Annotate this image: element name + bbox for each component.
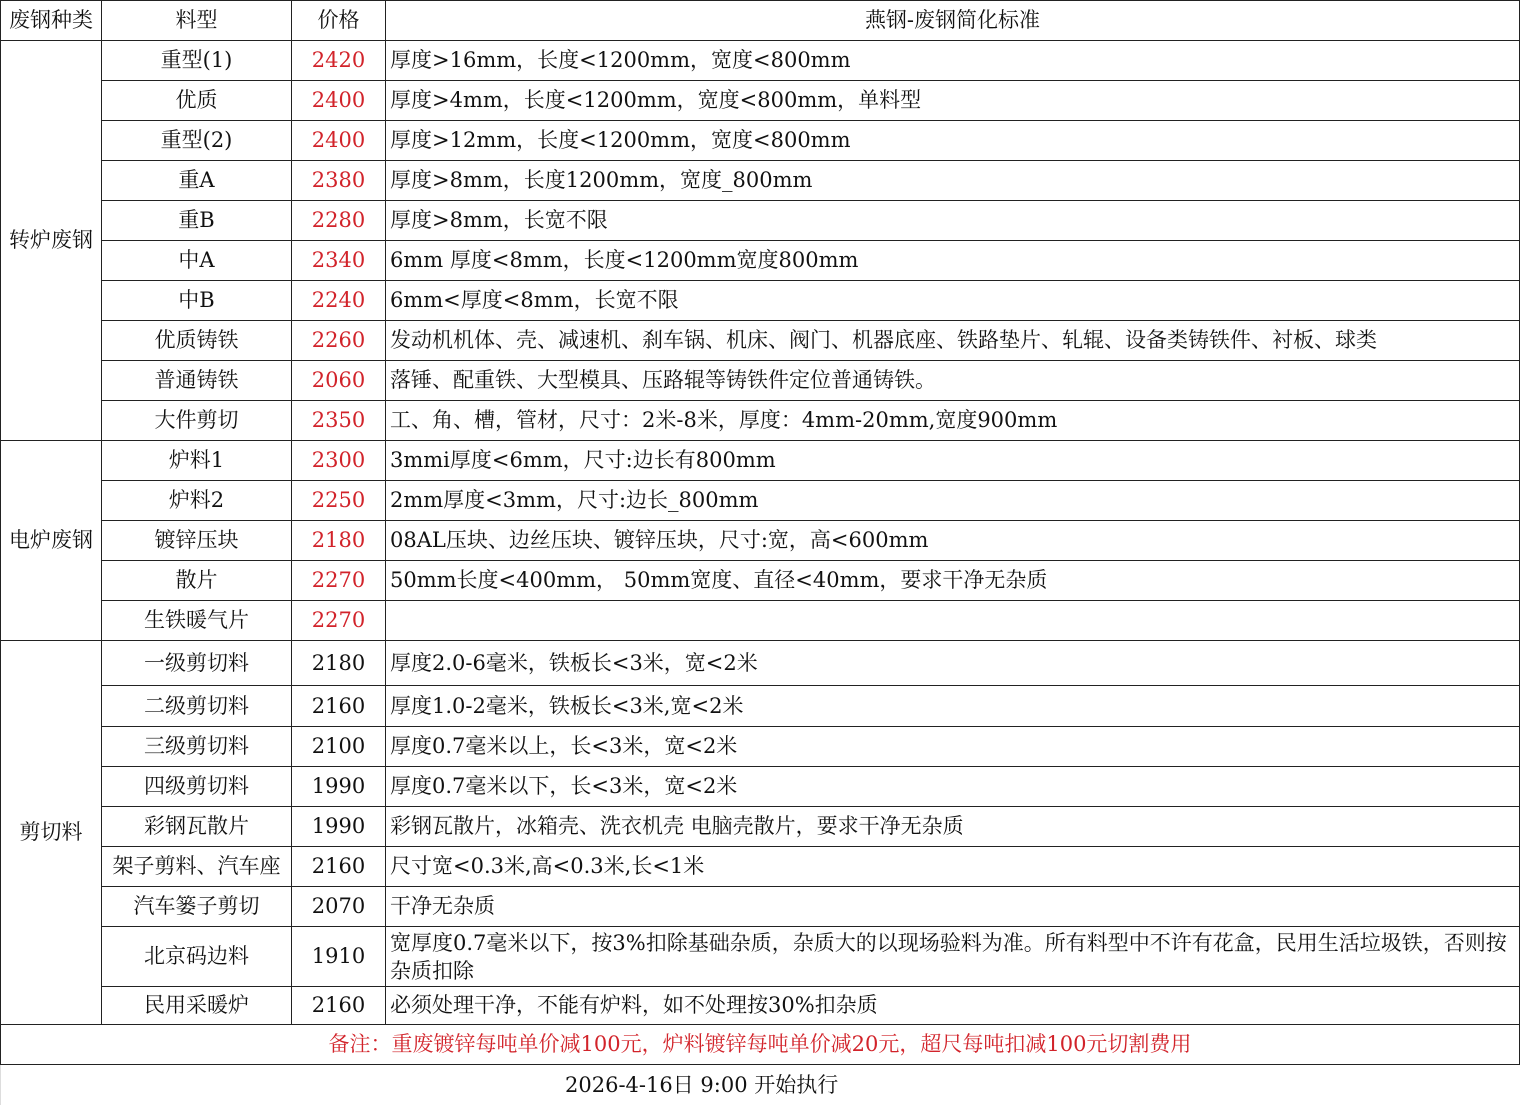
row-standard: 厚度0.7毫米以上，长<3米，宽<2米 <box>386 727 1520 767</box>
table-row <box>1 281 1520 321</box>
row-standard: 2mm厚度<3mm，尺寸:边长_800mm <box>386 481 1520 521</box>
row-standard: 落锤、配重铁、大型模具、压路辊等铸铁件定位普通铸铁。 <box>386 361 1520 401</box>
table-row <box>1 887 1520 927</box>
row-type: 二级剪切料 <box>102 686 292 727</box>
row-type: 优质铸铁 <box>102 321 292 361</box>
row-standard: 厚度2.0-6毫米，铁板长<3米，宽<2米 <box>386 641 1520 686</box>
row-price: 2380 <box>292 161 386 201</box>
row-type: 彩钢瓦散片 <box>102 807 292 847</box>
row-price: 2270 <box>292 601 386 641</box>
row-standard: 厚度>4mm，长度<1200mm，宽度<800mm，单料型 <box>386 81 1520 121</box>
table-row <box>1 241 1520 281</box>
row-type: 汽车篓子剪切 <box>102 887 292 927</box>
table-row <box>1 161 1520 201</box>
row-type: 重B <box>102 201 292 241</box>
row-standard: 工、角、槽，管材，尺寸：2米-8米，厚度：4mm-20mm,宽度900mm <box>386 401 1520 441</box>
row-standard: 6mm 厚度<8mm，长度<1200mm宽度800mm <box>386 241 1520 281</box>
note-row <box>1 1025 1520 1065</box>
table-row <box>1 561 1520 601</box>
row-standard: 尺寸宽<0.3米,高<0.3米,长<1米 <box>386 847 1520 887</box>
table-row <box>1 847 1520 887</box>
header-row <box>1 1 1520 41</box>
row-type: 四级剪切料 <box>102 767 292 807</box>
row-type: 普通铸铁 <box>102 361 292 401</box>
row-price: 2300 <box>292 441 386 481</box>
row-price: 2160 <box>292 686 386 727</box>
row-type: 大件剪切 <box>102 401 292 441</box>
table-row <box>1 641 1520 686</box>
table-row <box>1 481 1520 521</box>
row-price: 1990 <box>292 767 386 807</box>
row-type: 民用采暖炉 <box>102 987 292 1025</box>
table-row <box>1 41 1520 81</box>
row-price: 2180 <box>292 521 386 561</box>
table-row <box>1 121 1520 161</box>
row-standard: 厚度0.7毫米以下，长<3米，宽<2米 <box>386 767 1520 807</box>
table-row <box>1 401 1520 441</box>
row-standard: 50mm长度<400mm， 50mm宽度、直径<40mm，要求干净无杂质 <box>386 561 1520 601</box>
row-standard: 彩钢瓦散片，冰箱壳、洗衣机壳 电脑壳散片，要求干净无杂质 <box>386 807 1520 847</box>
row-type: 中A <box>102 241 292 281</box>
table-row <box>1 521 1520 561</box>
table-row <box>1 601 1520 641</box>
row-price: 2260 <box>292 321 386 361</box>
row-type: 北京码边料 <box>102 927 292 987</box>
row-price: 2250 <box>292 481 386 521</box>
table-row <box>1 727 1520 767</box>
row-type: 重型(1) <box>102 41 292 81</box>
row-price: 2060 <box>292 361 386 401</box>
row-type: 中B <box>102 281 292 321</box>
row-standard: 必须处理干净，不能有炉料，如不处理按30%扣杂质 <box>386 987 1520 1025</box>
row-price: 2280 <box>292 201 386 241</box>
effective-date: 2026-4-16日 9:00 开始执行 <box>1 1065 1520 1105</box>
row-type: 炉料1 <box>102 441 292 481</box>
row-type: 生铁暖气片 <box>102 601 292 641</box>
row-price: 1910 <box>292 927 386 987</box>
table-row <box>1 807 1520 847</box>
note-text: 备注：重废镀锌每吨单价减100元，炉料镀锌每吨单价减20元，超尺每吨扣减100元切割费用 <box>1 1025 1520 1065</box>
row-price: 2070 <box>292 887 386 927</box>
table-row <box>1 767 1520 807</box>
row-price: 2270 <box>292 561 386 601</box>
row-standard: 6mm<厚度<8mm，长宽不限 <box>386 281 1520 321</box>
row-standard: 3mmi厚度<6mm，尺寸:边长有800mm <box>386 441 1520 481</box>
row-standard: 厚度>12mm，长度<1200mm，宽度<800mm <box>386 121 1520 161</box>
row-type: 一级剪切料 <box>102 641 292 686</box>
row-type: 镀锌压块 <box>102 521 292 561</box>
row-price: 2160 <box>292 987 386 1025</box>
footer-row <box>1 1065 1520 1105</box>
row-type: 架子剪料、汽车座 <box>102 847 292 887</box>
table-row <box>1 81 1520 121</box>
table-row <box>1 927 1520 987</box>
group-shearing: 剪切料 <box>1 641 102 1025</box>
row-price: 2350 <box>292 401 386 441</box>
row-price: 2420 <box>292 41 386 81</box>
row-standard: 干净无杂质 <box>386 887 1520 927</box>
table-row <box>1 987 1520 1025</box>
row-price: 1990 <box>292 807 386 847</box>
row-price: 2400 <box>292 121 386 161</box>
row-price: 2400 <box>292 81 386 121</box>
row-type: 炉料2 <box>102 481 292 521</box>
group-electric: 电炉废钢 <box>1 441 102 641</box>
row-price: 2340 <box>292 241 386 281</box>
header-price: 价格 <box>292 1 386 41</box>
table-row <box>1 321 1520 361</box>
row-type: 优质 <box>102 81 292 121</box>
row-standard: 厚度>8mm，长度1200mm，宽度_800mm <box>386 161 1520 201</box>
row-price: 2100 <box>292 727 386 767</box>
table-row <box>1 201 1520 241</box>
header-standard: 燕钢-废钢简化标准 <box>386 1 1520 41</box>
row-standard: 发动机机体、壳、减速机、刹车锅、机床、阀门、机器底座、铁路垫片、轧辊、设备类铸铁件、衬板、球类 <box>386 321 1520 361</box>
group-converter: 转炉废钢 <box>1 41 102 441</box>
row-type: 三级剪切料 <box>102 727 292 767</box>
table-row <box>1 361 1520 401</box>
table-row <box>1 441 1520 481</box>
row-type: 重型(2) <box>102 121 292 161</box>
row-standard <box>386 601 1520 641</box>
row-standard: 厚度>8mm，长宽不限 <box>386 201 1520 241</box>
row-standard: 08AL压块、边丝压块、镀锌压块，尺寸:宽，高<600mm <box>386 521 1520 561</box>
row-type: 散片 <box>102 561 292 601</box>
row-standard: 宽厚度0.7毫米以下，按3%扣除基础杂质，杂质大的以现场验料为准。所有料型中不许有花盒，民用生活垃圾铁，否则按杂质扣除 <box>386 927 1520 987</box>
table-row <box>1 686 1520 727</box>
row-price: 2240 <box>292 281 386 321</box>
header-category: 废钢种类 <box>1 1 102 41</box>
row-standard: 厚度>16mm，长度<1200mm，宽度<800mm <box>386 41 1520 81</box>
header-type: 料型 <box>102 1 292 41</box>
row-type: 重A <box>102 161 292 201</box>
row-standard: 厚度1.0-2毫米，铁板长<3米,宽<2米 <box>386 686 1520 727</box>
row-price: 2160 <box>292 847 386 887</box>
row-price: 2180 <box>292 641 386 686</box>
